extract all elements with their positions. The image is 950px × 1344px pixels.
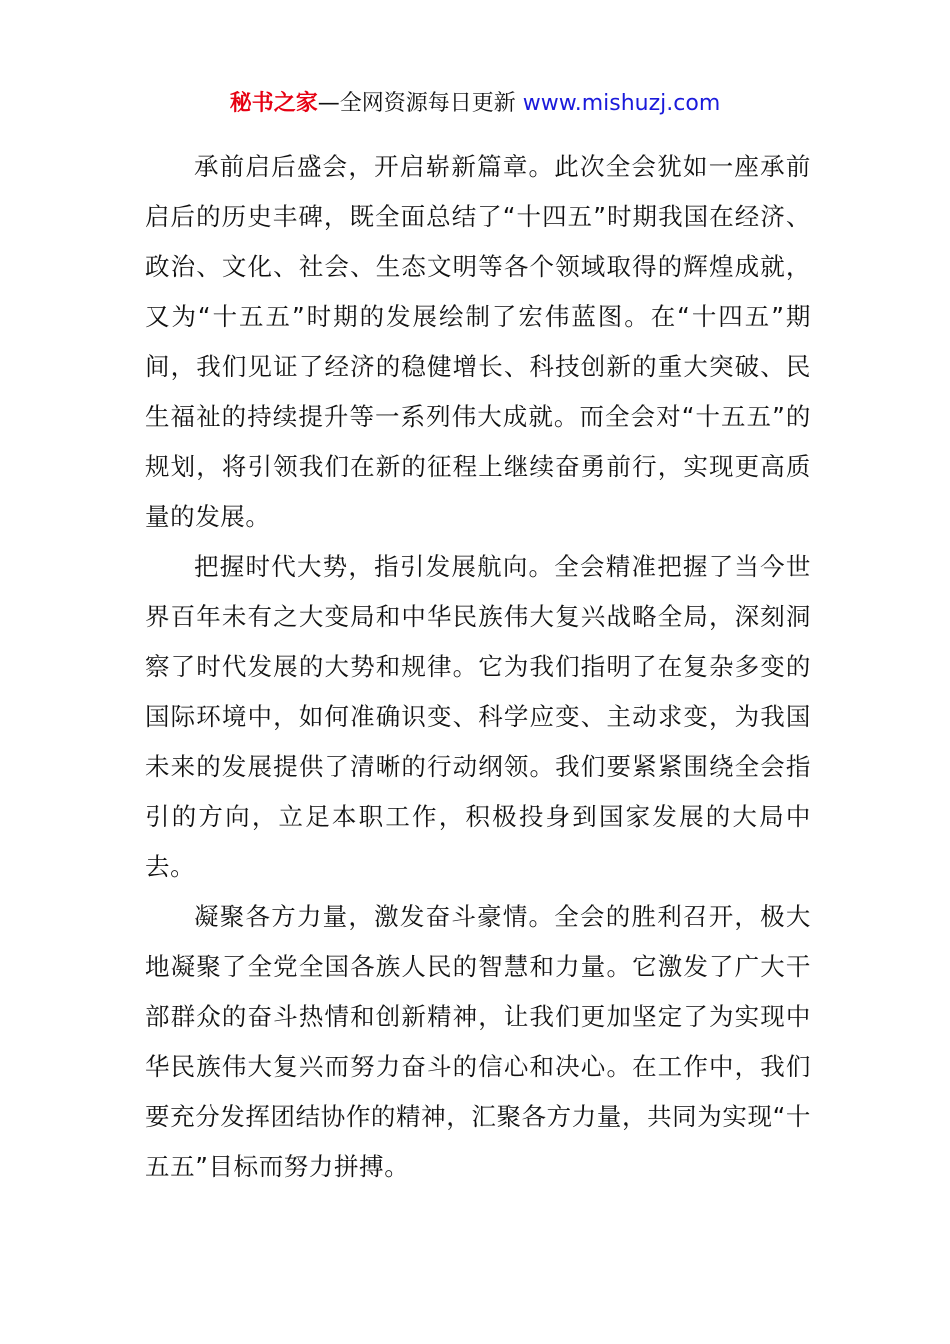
paragraph-2: 把握时代大势，指引发展航向。全会精准把握了当今世界百年未有之大变局和中华民族伟大复兴战略全局，深刻洞察了时代发展的大势和规律。它为我们指明了在复杂多变的国际环境中，如何准确识变、科学应变、主动求变，为我国未来的发展提供了清晰的行动纲领。我们要紧紧围绕全会指引的方向，立足本职工作，积极投身到国家发展的大局中去。 [145,552,811,881]
header-slogan: —全网资源每日更新 [317,91,516,116]
header-url-link[interactable]: www.mishuzj.com [522,91,721,116]
paragraph-1: 承前启后盛会，开启崭新篇章。此次全会犹如一座承前启后的历史丰碑，既全面总结了“十四五”时期我国在经济、政治、文化、社会、生态文明等各个领域取得的辉煌成就，又为“十五五”时期的发展绘制了宏伟蓝图。在“十四五”期间，我们见证了经济的稳健增长、科技创新的重大突破、民生福祉的持续提升等一系列伟大成就。而全会对“十五五”的规划，将引领我们在新的征程上继续奋勇前行，实现更高质量的发展。 [145,152,811,531]
brand-name: 秘书之家 [229,91,318,116]
paragraph-3: 凝聚各方力量，激发奋斗豪情。全会的胜利召开，极大地凝聚了全党全国各族人民的智慧和力量。它激发了广大干部群众的奋斗热情和创新精神，让我们更加坚定了为实现中华民族伟大复兴而努力奋斗的信心和决心。在工作中，我们要充分发挥团结协作的精神，汇聚各方力量，共同为实现“十五五”目标而努力拼搏。 [145,902,811,1181]
page-header [0,86,950,122]
document-body [145,142,811,1192]
